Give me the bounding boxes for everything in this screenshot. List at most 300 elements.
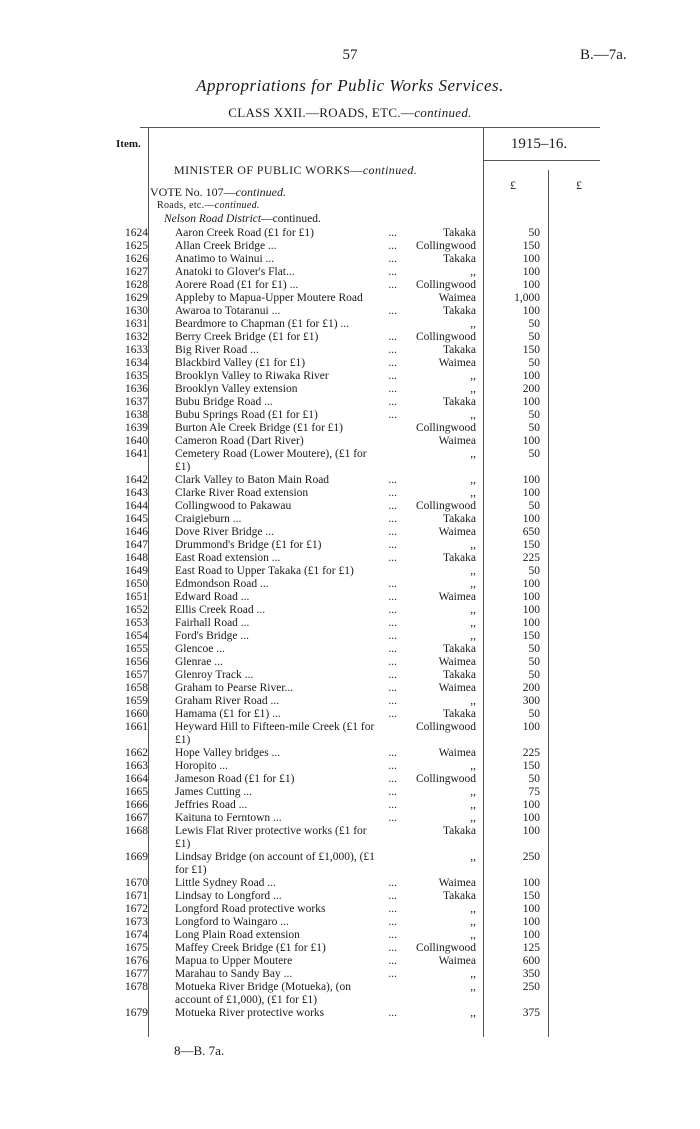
item-number: 1671: [125, 890, 148, 902]
minister-heading: [174, 163, 417, 178]
item-district: ,,: [470, 448, 476, 460]
table-row: [0, 799, 700, 812]
item-district: ,,: [470, 617, 476, 629]
vote-heading-suffix: continued.: [235, 185, 286, 199]
item-description: Clarke River Road extension: [175, 487, 309, 499]
item-amount: 100: [522, 266, 540, 278]
item-district: Takaka: [442, 344, 476, 356]
district-suffix: —continued.: [261, 213, 321, 225]
item-number: 1631: [125, 318, 148, 330]
item-number: 1635: [125, 370, 148, 382]
item-district: Takaka: [442, 513, 476, 525]
item-number: 1661: [125, 721, 148, 733]
item-number: 1640: [125, 435, 148, 447]
item-description: Drummond's Bridge (£1 for £1): [175, 539, 322, 551]
item-description: Craigieburn ...: [175, 513, 242, 525]
leader-dots: ...: [388, 305, 397, 317]
item-amount: 100: [522, 435, 540, 447]
table-row: [0, 851, 700, 877]
table-row: [0, 903, 700, 916]
item-description: Edmondson Road ...: [175, 578, 269, 590]
leader-dots: ...: [388, 916, 397, 928]
table-row: [0, 370, 700, 383]
item-amount: 350: [522, 968, 540, 980]
leader-dots: ...: [388, 760, 397, 772]
table-row: [0, 292, 700, 305]
item-district: ,,: [470, 630, 476, 642]
item-number: 1658: [125, 682, 148, 694]
item-amount: 150: [522, 630, 540, 642]
leader-dots: ...: [388, 929, 397, 941]
item-number: 1663: [125, 760, 148, 772]
item-description: Allan Creek Bridge ...: [175, 240, 277, 252]
item-description: Bubu Bridge Road ...: [175, 396, 273, 408]
table-row: [0, 318, 700, 331]
class-heading: [0, 105, 700, 121]
leader-dots: ...: [388, 383, 397, 395]
item-district: Waimea: [438, 357, 476, 369]
item-district: Takaka: [442, 305, 476, 317]
item-description: Lewis Flat River protective works (£1 for £1): [175, 825, 367, 850]
leader-dots: ...: [388, 799, 397, 811]
item-number: 1626: [125, 253, 148, 265]
leader-dots: ...: [388, 643, 397, 655]
item-amount: 50: [528, 409, 540, 421]
table-row: [0, 890, 700, 903]
class-heading-text: CLASS XXII.—ROADS, ETC.—: [228, 105, 415, 120]
leader-dots: ...: [388, 682, 397, 694]
leader-dots: ...: [388, 669, 397, 681]
item-amount: 150: [522, 240, 540, 252]
item-number: 1651: [125, 591, 148, 603]
item-amount: 100: [522, 396, 540, 408]
item-number: 1656: [125, 656, 148, 668]
table-row: [0, 487, 700, 500]
table-row: [0, 669, 700, 682]
item-description: Marahau to Sandy Bay ...: [175, 968, 293, 980]
item-description: Motueka River Bridge (Motueka), (on account of £1,000), (£1 for £1): [175, 981, 351, 1006]
item-description: Longford Road protective works: [175, 903, 326, 915]
table-row: [0, 435, 700, 448]
item-description: James Cutting ...: [175, 786, 252, 798]
item-district: ,,: [470, 318, 476, 330]
table-row: [0, 565, 700, 578]
item-description: Blackbird Valley (£1 for £1): [175, 357, 306, 369]
table-row: [0, 643, 700, 656]
table-row: [0, 708, 700, 721]
item-amount: 225: [522, 747, 540, 759]
item-description: Clark Valley to Baton Main Road: [175, 474, 330, 486]
item-number: 1649: [125, 565, 148, 577]
item-amount: 50: [528, 422, 540, 434]
table-row: [0, 526, 700, 539]
item-amount: 125: [522, 942, 540, 954]
item-district: ,,: [470, 565, 476, 577]
item-number: 1665: [125, 786, 148, 798]
leader-dots: ...: [388, 526, 397, 538]
table-row: [0, 812, 700, 825]
item-number: 1628: [125, 279, 148, 291]
item-district: Waimea: [438, 526, 476, 538]
page-title: Appropriations for Public Works Services.: [196, 76, 504, 95]
item-district: ,,: [470, 487, 476, 499]
item-amount: 100: [522, 279, 540, 291]
item-number: 1632: [125, 331, 148, 343]
item-description: Cemetery Road (Lower Moutere), (£1 for £1): [175, 448, 367, 473]
item-description: Aorere Road (£1 for £1) ...: [175, 279, 299, 291]
item-number: 1654: [125, 630, 148, 642]
item-description: Anatimo to Wainui ...: [175, 253, 275, 265]
item-description: Aaron Creek Road (£1 for £1): [175, 227, 314, 239]
year-underline-rule: [483, 160, 600, 161]
leader-dots: ...: [388, 487, 397, 499]
item-amount: 100: [522, 877, 540, 889]
item-district: Collingwood: [415, 279, 476, 291]
leader-dots: ...: [388, 812, 397, 824]
item-number: 1666: [125, 799, 148, 811]
leader-dots: ...: [388, 903, 397, 915]
table-row: [0, 266, 700, 279]
item-description: Edward Road ...: [175, 591, 250, 603]
leader-dots: ...: [388, 630, 397, 642]
table-row: [0, 604, 700, 617]
item-number: 1660: [125, 708, 148, 720]
item-district: ,,: [470, 370, 476, 382]
item-description: Glenrae ...: [175, 656, 223, 668]
item-district: Collingwood: [415, 721, 476, 733]
item-district: ,,: [470, 578, 476, 590]
pound-unit-label: £: [510, 178, 516, 192]
roads-subheading: [157, 200, 260, 211]
item-district: Takaka: [442, 669, 476, 681]
item-description: Glencoe ...: [175, 643, 225, 655]
item-description: Heyward Hill to Fifteen-mile Creek (£1 for £1): [175, 721, 375, 746]
item-amount: 1,000: [514, 292, 540, 304]
table-row: [0, 539, 700, 552]
item-district: Takaka: [442, 643, 476, 655]
leader-dots: ...: [388, 955, 397, 967]
item-number: 1674: [125, 929, 148, 941]
item-amount: 100: [522, 799, 540, 811]
item-amount: 50: [528, 357, 540, 369]
item-district: Takaka: [442, 708, 476, 720]
item-description: Lindsay Bridge (on account of £1,000), (£1 for £1): [175, 851, 375, 876]
item-district: ,,: [470, 812, 476, 824]
item-district: Waimea: [438, 877, 476, 889]
table-row: [0, 682, 700, 695]
leader-dots: ...: [388, 253, 397, 265]
item-number: 1645: [125, 513, 148, 525]
item-number: 1672: [125, 903, 148, 915]
table-row: [0, 513, 700, 526]
roads-subheading-text: Roads, etc.—: [157, 200, 215, 211]
item-amount: 50: [528, 643, 540, 655]
table-row: [0, 552, 700, 565]
table-row: [0, 968, 700, 981]
item-number: 1646: [125, 526, 148, 538]
table-row: [0, 929, 700, 942]
leader-dots: ...: [388, 617, 397, 629]
item-amount: 150: [522, 760, 540, 772]
page-number: 57: [342, 47, 358, 63]
item-amount: 150: [522, 539, 540, 551]
item-amount: 225: [522, 552, 540, 564]
item-amount: 650: [522, 526, 540, 538]
item-district: ,,: [470, 409, 476, 421]
item-amount: 100: [522, 604, 540, 616]
item-district: ,,: [470, 266, 476, 278]
item-number: 1647: [125, 539, 148, 551]
item-description: Hope Valley bridges ...: [175, 747, 281, 759]
item-district: Collingwood: [415, 240, 476, 252]
district-name: Nelson Road District: [164, 213, 262, 225]
table-row: [0, 773, 700, 786]
leader-dots: ...: [388, 539, 397, 551]
item-district: Takaka: [442, 396, 476, 408]
item-district: Waimea: [438, 292, 476, 304]
leader-dots: ...: [388, 591, 397, 603]
item-district: ,,: [470, 903, 476, 915]
table-row: [0, 253, 700, 266]
item-description: Dove River Bridge ...: [175, 526, 275, 538]
item-description: Long Plain Road extension: [175, 929, 300, 941]
leader-dots: ...: [388, 656, 397, 668]
item-column-header: Item.: [116, 138, 141, 150]
leader-dots: ...: [388, 604, 397, 616]
item-number: 1655: [125, 643, 148, 655]
item-description: Ellis Creek Road ...: [175, 604, 266, 616]
item-amount: 100: [522, 474, 540, 486]
table-row: [0, 383, 700, 396]
item-district: Collingwood: [415, 942, 476, 954]
leader-dots: ...: [388, 747, 397, 759]
table-row: [0, 227, 700, 240]
item-district: ,,: [470, 383, 476, 395]
table-row: [0, 617, 700, 630]
item-description: Little Sydney Road ...: [175, 877, 276, 889]
item-district: ,,: [470, 981, 476, 993]
table-row: [0, 1007, 700, 1020]
item-amount: 100: [522, 812, 540, 824]
table-row: [0, 448, 700, 474]
item-number: 1673: [125, 916, 148, 928]
item-number: 1641: [125, 448, 148, 460]
item-district: ,,: [470, 929, 476, 941]
item-amount: 100: [522, 903, 540, 915]
item-district: ,,: [470, 851, 476, 863]
item-number: 1634: [125, 357, 148, 369]
leader-dots: ...: [388, 266, 397, 278]
item-amount: 50: [528, 565, 540, 577]
item-district: Takaka: [442, 227, 476, 239]
table-row: [0, 877, 700, 890]
item-amount: 200: [522, 383, 540, 395]
item-description: Jameson Road (£1 for £1): [175, 773, 295, 785]
item-number: 1627: [125, 266, 148, 278]
item-amount: 75: [528, 786, 540, 798]
item-amount: 50: [528, 500, 540, 512]
item-description: Jeffries Road ...: [175, 799, 248, 811]
item-amount: 600: [522, 955, 540, 967]
item-description: Beardmore to Chapman (£1 for £1) ...: [175, 318, 350, 330]
item-district: Collingwood: [415, 500, 476, 512]
item-number: 1625: [125, 240, 148, 252]
item-description: Berry Creek Bridge (£1 for £1): [175, 331, 319, 343]
item-description: Cameron Road (Dart River): [175, 435, 304, 447]
item-number: 1636: [125, 383, 148, 395]
table-row: [0, 591, 700, 604]
item-amount: 50: [528, 708, 540, 720]
item-number: 1662: [125, 747, 148, 759]
leader-dots: ...: [388, 877, 397, 889]
item-description: Graham River Road ...: [175, 695, 280, 707]
item-description: Burton Ale Creek Bridge (£1 for £1): [175, 422, 343, 434]
item-number: 1657: [125, 669, 148, 681]
item-number: 1644: [125, 500, 148, 512]
item-amount: 100: [522, 578, 540, 590]
item-amount: 50: [528, 656, 540, 668]
item-description: Glenroy Track ...: [175, 669, 254, 681]
table-row: [0, 695, 700, 708]
table-row: [0, 786, 700, 799]
leader-dots: ...: [388, 552, 397, 564]
item-amount: 50: [528, 773, 540, 785]
table-row: [0, 721, 700, 747]
table-row: [0, 916, 700, 929]
item-amount: 50: [528, 227, 540, 239]
item-number: 1633: [125, 344, 148, 356]
leader-dots: ...: [388, 708, 397, 720]
item-number: 1639: [125, 422, 148, 434]
minister-heading-text: MINISTER OF PUBLIC WORKS—: [174, 163, 363, 177]
roads-subheading-suffix: continued.: [214, 200, 260, 211]
item-description: Anatoki to Glover's Flat...: [175, 266, 295, 278]
leader-dots: ...: [388, 240, 397, 252]
item-description: Appleby to Mapua-Upper Moutere Road: [175, 292, 363, 304]
item-number: 1653: [125, 617, 148, 629]
table-row: [0, 279, 700, 292]
item-amount: 300: [522, 695, 540, 707]
item-district: Collingwood: [415, 773, 476, 785]
table-row: [0, 344, 700, 357]
item-district: Waimea: [438, 656, 476, 668]
leader-dots: ...: [388, 773, 397, 785]
item-amount: 100: [522, 929, 540, 941]
item-number: 1642: [125, 474, 148, 486]
page-signature: 8—B. 7a.: [174, 1043, 225, 1058]
item-district: ,,: [470, 474, 476, 486]
item-number: 1638: [125, 409, 148, 421]
item-description: Ford's Bridge ...: [175, 630, 249, 642]
leader-dots: ...: [388, 344, 397, 356]
item-amount: 100: [522, 513, 540, 525]
header-rule: [140, 127, 600, 128]
item-amount: 50: [528, 669, 540, 681]
item-description: Hamama (£1 for £1) ...: [175, 708, 281, 720]
minister-heading-suffix: continued.: [362, 163, 418, 177]
item-district: Waimea: [438, 682, 476, 694]
leader-dots: ...: [388, 968, 397, 980]
year-column-header: 1915–16.: [510, 136, 568, 152]
leader-dots: ...: [388, 409, 397, 421]
leader-dots: ...: [388, 500, 397, 512]
leader-dots: ...: [388, 227, 397, 239]
item-number: 1624: [125, 227, 148, 239]
leader-dots: ...: [388, 357, 397, 369]
leader-dots: ...: [388, 890, 397, 902]
item-description: Bubu Springs Road (£1 for £1): [175, 409, 318, 421]
leader-dots: ...: [388, 474, 397, 486]
table-row: [0, 825, 700, 851]
table-row: [0, 240, 700, 253]
item-amount: 100: [522, 916, 540, 928]
item-number: 1668: [125, 825, 148, 837]
item-amount: 100: [522, 721, 540, 733]
item-amount: 150: [522, 890, 540, 902]
leader-dots: ...: [388, 942, 397, 954]
item-district: ,,: [470, 760, 476, 772]
item-description: Motueka River protective works: [175, 1007, 325, 1019]
appropriations-table: [0, 227, 700, 1020]
item-district: Takaka: [442, 890, 476, 902]
item-amount: 250: [522, 851, 540, 863]
item-description: Maffey Creek Bridge (£1 for £1): [175, 942, 326, 954]
item-amount: 100: [522, 487, 540, 499]
item-description: East Road extension ...: [175, 552, 281, 564]
table-row: [0, 331, 700, 344]
item-number: 1659: [125, 695, 148, 707]
table-row: [0, 422, 700, 435]
class-heading-suffix: continued.: [414, 105, 472, 120]
item-description: Kaituna to Ferntown ...: [175, 812, 282, 824]
item-amount: 100: [522, 825, 540, 837]
item-description: Brooklyn Valley to Riwaka River: [175, 370, 329, 382]
item-number: 1650: [125, 578, 148, 590]
item-district: ,,: [470, 799, 476, 811]
leader-dots: ...: [388, 370, 397, 382]
item-district: ,,: [470, 786, 476, 798]
vote-heading: [150, 185, 286, 200]
leader-dots: ...: [388, 695, 397, 707]
item-description: Graham to Pearse River...: [175, 682, 294, 694]
leader-dots: ...: [388, 578, 397, 590]
item-amount: 50: [528, 448, 540, 460]
table-row: [0, 656, 700, 669]
item-district: Waimea: [438, 955, 476, 967]
table-row: [0, 357, 700, 370]
table-row: [0, 578, 700, 591]
item-description: Brooklyn Valley extension: [175, 383, 298, 395]
item-district: Collingwood: [415, 422, 476, 434]
item-amount: 100: [522, 591, 540, 603]
item-number: 1675: [125, 942, 148, 954]
table-row: [0, 474, 700, 487]
item-amount: 250: [522, 981, 540, 993]
item-district: Collingwood: [415, 331, 476, 343]
item-description: Horopito ...: [175, 760, 229, 772]
item-district: Waimea: [438, 591, 476, 603]
item-district: ,,: [470, 695, 476, 707]
table-row: [0, 396, 700, 409]
item-number: 1679: [125, 1007, 148, 1019]
table-row: [0, 747, 700, 760]
item-district: Takaka: [442, 552, 476, 564]
item-amount: 100: [522, 305, 540, 317]
table-row: [0, 409, 700, 422]
item-amount: 50: [528, 331, 540, 343]
item-number: 1667: [125, 812, 148, 824]
item-district: Takaka: [442, 253, 476, 265]
